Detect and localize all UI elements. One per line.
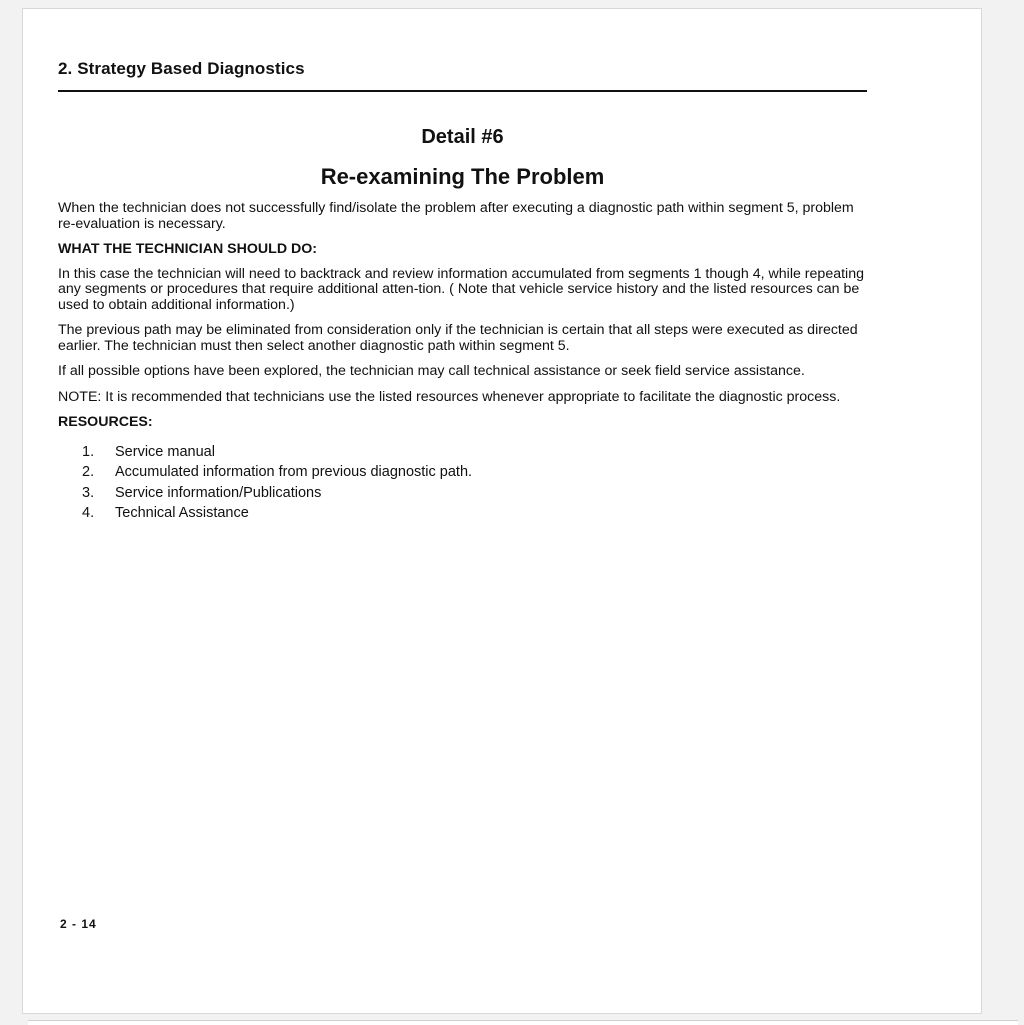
list-item xyxy=(58,486,873,507)
list-item-number: 4. xyxy=(82,505,95,521)
note-paragraph: NOTE: It is recommended that technicians use the listed resources whenever appropriate to facilitate the diagnostic process. xyxy=(58,388,841,405)
assistance-paragraph: If all possible options have been explored, the technician may call technical assistance or seek field service assistance. xyxy=(58,363,805,379)
list-item-number: 2. xyxy=(82,464,95,480)
detail-title: Detail #6 xyxy=(421,126,504,148)
next-page-edge xyxy=(28,1020,1018,1025)
list-item-text: Service information/Publications xyxy=(115,484,322,501)
resources-heading: RESOURCES: xyxy=(58,414,153,430)
document-body xyxy=(58,201,873,527)
resources-list xyxy=(58,445,873,527)
header-divider xyxy=(58,90,867,92)
list-item xyxy=(58,465,873,486)
list-item-number: 3. xyxy=(82,484,95,501)
section-header: 2. Strategy Based Diagnostics xyxy=(58,59,305,78)
backtrack-paragraph: In this case the technician will need to backtrack and review information accumulated from segments 1 though 4, while repeating any segments or procedures that require additional atten-tion. ( Note that vehicle service history and the listed resources can be used to obtain additional information.) xyxy=(58,265,864,313)
list-item-text: Technical Assistance xyxy=(115,505,249,521)
list-item xyxy=(58,506,873,527)
page-title: Re-examining The Problem xyxy=(320,164,605,189)
eliminate-path-paragraph: The previous path may be eliminated from consideration only if the technician is certain that all steps were executed as directed earlier. The technician must then select another diagnostic path within segment 5. xyxy=(58,322,858,354)
document-page xyxy=(22,8,982,1014)
what-to-do-heading: WHAT THE TECHNICIAN SHOULD DO: xyxy=(58,241,318,257)
page-number: 2 - 14 xyxy=(60,917,97,931)
list-item-text: Accumulated information from previous diagnostic path. xyxy=(115,464,473,480)
list-item xyxy=(58,445,873,466)
intro-paragraph: When the technician does not successfully find/isolate the problem after executing a diagnostic path within segment 5, problem re-evaluation is necessary. xyxy=(58,200,854,232)
list-item-text: Service manual xyxy=(115,443,215,460)
list-item-number: 1. xyxy=(82,443,95,460)
